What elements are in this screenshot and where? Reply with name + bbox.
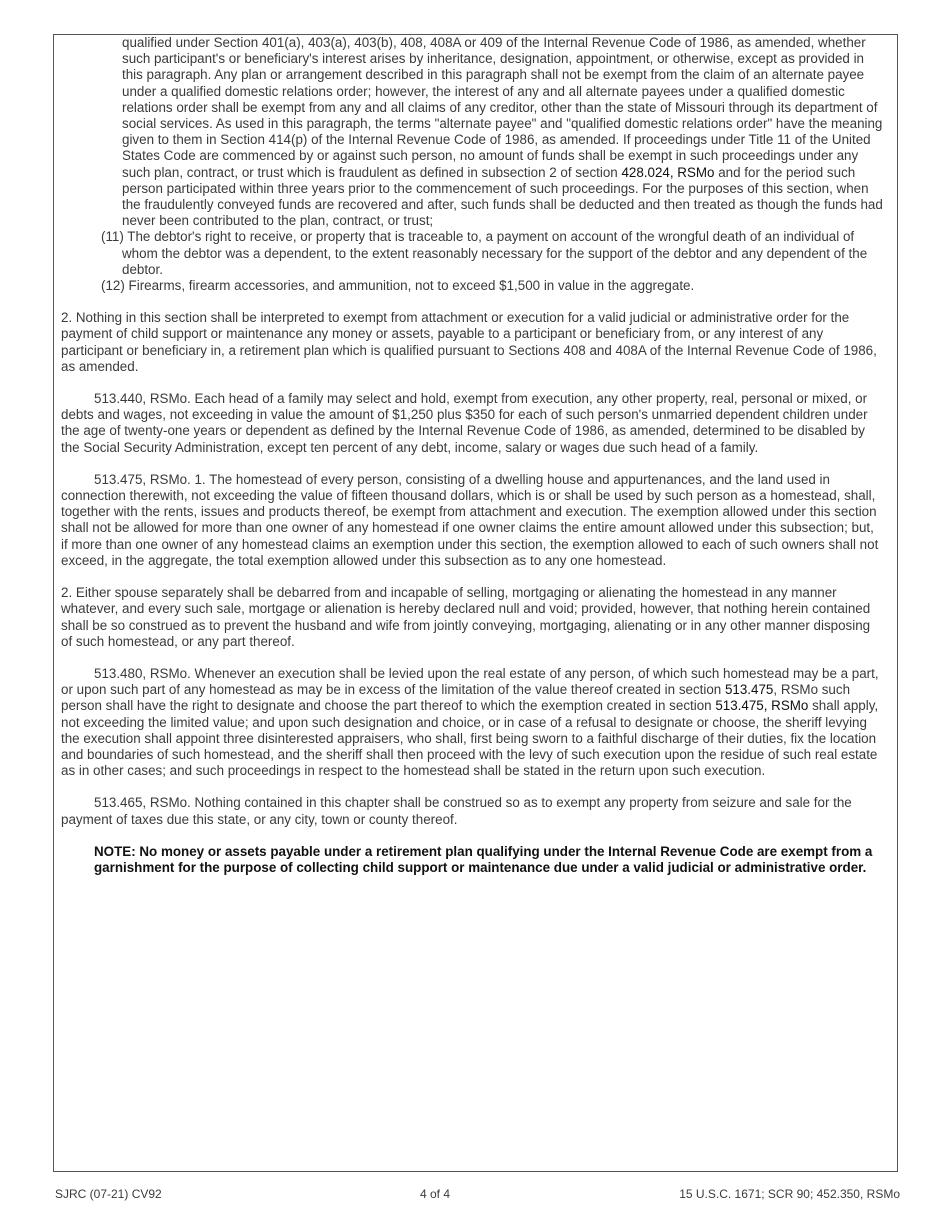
bold-note: NOTE: No money or assets payable under a retirement plan qualifying under the Internal Revenue Code are exempt from a garnishment for the purpose of collecting child support or maintenance due under a valid judicial or administrative order. bbox=[94, 843, 873, 875]
section-513-440: 513.440, RSMo. Each head of a family may select and hold, exempt from execution, any other property, real, personal or mixed, or debts and wages, not exceeding in value the amount of $1,250 plus $350 for each of such person's unmarried dependent children under the age of twenty-one years or dependent as defined by the Internal Revenue Code of 1986, as amended, determined to be disabled by the Social Security Administration, except ten percent of any debt, income, salary or wages due such head of a family. bbox=[61, 391, 868, 455]
paragraph-2: 2. Nothing in this section shall be interpreted to exempt from attachment or execution for a valid judicial or administrative order for the payment of child support or maintenance any money or assets, payable to a participant or beneficiary from, or any interest of any participant or beneficiary in, a retirement plan which is qualified pursuant to Sections 408 and 408A of the Internal Revenue Code of 1986, as amended. bbox=[61, 310, 877, 374]
statute-citations: 15 U.S.C. 1671; SCR 90; 452.350, RSMo bbox=[679, 1187, 900, 1201]
citation-513-475-a: 513.475 bbox=[724, 682, 774, 698]
page-number: 4 of 4 bbox=[420, 1187, 451, 1201]
section-513-465: 513.465, RSMo. Nothing contained in this chapter shall be construed so as to exempt any property from seizure and sale for the payment of taxes due this state, or any city, town or county thereof. bbox=[61, 795, 852, 827]
list-item-11: (11) The debtor's right to receive, or property that is traceable to, a payment on account of the wrongful death of an individual of whom the debtor was a dependent, to the extent reasonably necessary for the support of the debtor and any dependent of the debtor. bbox=[101, 229, 868, 277]
form-id: SJRC (07-21) CV92 bbox=[55, 1187, 162, 1201]
section-513-475-2: 2. Either spouse separately shall be debarred from and incapable of selling, mortgaging or alienating the homestead in any manner whatever, and every such sale, mortgage or alienation is hereby declared null and void; provided, however, that nothing herein contained shall be so construed as to prevent the husband and wife from jointly conveying, mortgaging, alienating or in any other manner disposing of such homestead, or any part thereof. bbox=[61, 585, 871, 649]
page-footer bbox=[55, 1187, 900, 1203]
list-item-12: (12) Firearms, firearm accessories, and ammunition, not to exceed $1,500 in value in the aggregate. bbox=[101, 278, 695, 294]
section-513-475-1: 513.475, RSMo. 1. The homestead of every person, consisting of a dwelling house and appurtenances, and the land used in connection therewith, not exceeding the value of fifteen thousand dollars, which is or shall be used by such person as a homestead, shall, together with the rents, issues and products thereof, be exempt from attachment and execution. The exemption allowed under this section shall not be allowed for more than one owner of any homestead if one owner claims the entire amount allowed under this subsection; but, if more than one owner of any homestead claims an exemption under this section, the exemption allowed to each of such owners shall not exceed, in the aggregate, the total exemption allowed under this subsection as to any one homestead. bbox=[61, 471, 879, 568]
section-513-480: 513.480, RSMo. Whenever an execution shall be levied upon the real estate of any person, of which such homestead may be a part, or upon such part of any homestead as may be in excess of the limitation of the value thereof created in section 513.475, RSMo such person shall have the right to designate and choose the part thereof to which the exemption created in section 513.475, RSMo shall apply, not exceeding the limited value; and upon such designation and choice, or in case of a refusal to designate or choose, the sheriff levying the execution shall appoint three disinterested appraisers, who shall, first being sworn to a faithful discharge of their duties, fix the location and boundaries of such homestead, and the sheriff shall then proceed with the levy of such execution upon the residue of such real estate as in other cases; and such proceedings in respect to the homestead shall be stated in the return upon such execution. bbox=[61, 665, 879, 779]
citation-513-475-b: 513.475, RSMo bbox=[715, 698, 809, 714]
document-body bbox=[61, 35, 883, 876]
citation-428-024: 428.024, RSMo bbox=[621, 164, 715, 180]
carryover-paragraph: qualified under Section 401(a), 403(a), 403(b), 408, 408A or 409 of the Internal Revenue Code of 1986, as amended, whether such participant's or beneficiary's interest arises by inheritance, designation, appointment, or otherwise, except as provided in this paragraph. Any plan or arrangement described in this paragraph shall not be exempt from the claim of an alternate payee under a qualified domestic relations order; however, the interest of any and all alternate payees under a qualified domestic relations order shall be exempt from any and all claims of any creditor, other than the state of Missouri through its department of social services. As used in this paragraph, the terms "alternate payee" and "qualified domestic relations order" have the meaning given to them in Section 414(p) of the Internal Revenue Code of 1986, as amended. If proceedings under Title 11 of the United States Code are commenced by or against such person, no amount of funds shall be exempt in such proceedings under any such plan, contract, or trust which is fraudulent as defined in subsection 2 of section 428.024, RSMo and for the period such person participated within three years prior to the commencement of such proceedings. For the purposes of this section, when the fraudulently conveyed funds are recovered and after, such funds shall be deducted and then treated as though the funds had never been contributed to the plan, contract, or trust; bbox=[122, 35, 883, 229]
